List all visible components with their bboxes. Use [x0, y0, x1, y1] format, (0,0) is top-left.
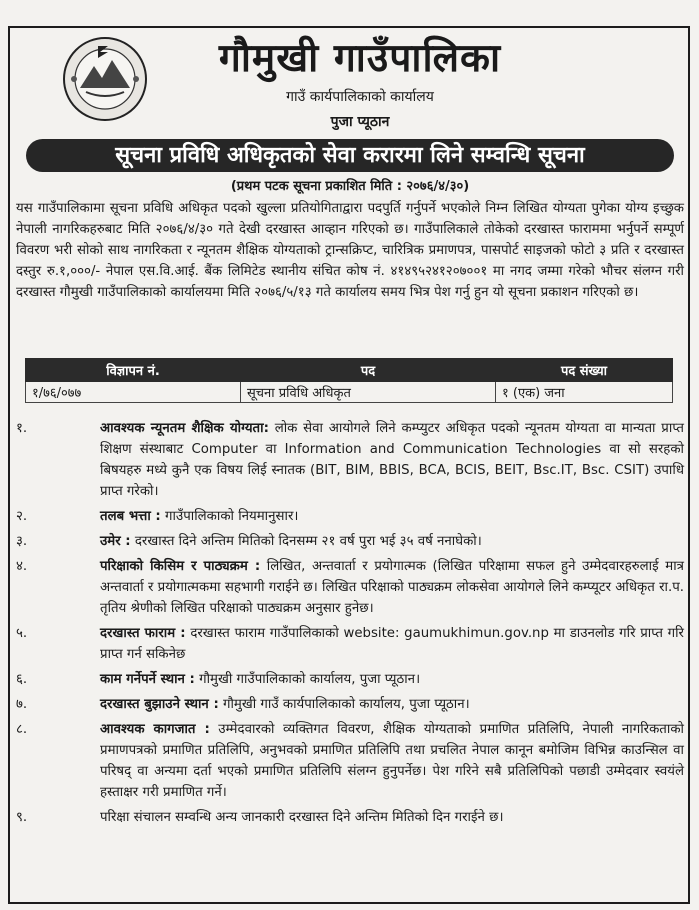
item-number: ७.	[16, 697, 28, 712]
item-label: दरखास्त बुझाउने स्थान :	[100, 697, 219, 712]
item-text: दरखास्त दिने अन्तिम मितिको दिनसम्म २१ वर्ष पुरा भई ३५ वर्ष ननाघेको।	[134, 534, 482, 549]
item-text: उम्मेदवारको व्यक्तिगत विवरण, शैक्षिक योग्यताको प्रमाणित प्रतिलिपि, नेपाली नागरिकताको प्रमाणपत्रको प्रमाणित प्रतिलिपि, अनुभवको प्रमाणित प्रतिलिपि तथा प्रचलित नेपाल कानून बमोजिम विभिन्न काउन्सिल वा परिषद् वा अन्यमा दर्ता भएको प्रमाणित प्रतिलिपि संलग्न हुनुपर्नेछ। पेश गरिने सबै प्रतिलिपिको पछाडी उम्मेदवार स्वयंले हस्ताक्षर गरी प्रमाणित गर्ने।	[100, 722, 684, 800]
list-item	[16, 531, 684, 552]
municipality-emblem-icon	[62, 36, 148, 122]
list-item	[16, 506, 684, 527]
item-text: लिखित, अन्तवार्ता र प्रयोगात्मक (लिखित परिक्षामा सफल हुने उम्मेदवारहरुलाई मात्र अन्तवार्ता र प्रयोगात्मकमा सहभागी गराईने छ। लिखित परिक्षाको पाठ्यक्रम लोकसेवा आयोगले लिने कम्प्यूटर अधिकृत रा.प. तृतिय श्रेणीको लिखित परिक्षाको पाठ्यक्रम अनुसार हुनेछ।	[100, 559, 684, 616]
notice-title-banner: सूचना प्रविधि अधिकृतको सेवा करारमा लिने सम्वन्धि सूचना	[26, 139, 674, 172]
list-item	[16, 623, 684, 665]
item-number: २.	[16, 509, 28, 524]
item-label: आवश्यक न्यूनतम शैक्षिक योग्यता:	[100, 421, 269, 436]
cell-post: सूचना प्रविधि अधिकृत	[241, 382, 496, 403]
intro-paragraph: यस गाउँपालिकामा सूचना प्रविधि अधिकृत पदको खुल्ला प्रतियोगिताद्वारा पदपुर्ति गर्नुपर्ने भएकोले निम्न लिखित योग्यता पुगेका योग्य इच्छुक नेपाली नागरिकहरुबाट मिति २०७६/४/३० गते देखी दरखास्त आव्हान गरिएको छ। गाउँपालिकाले तोकेको दरखास्त फाराममा भर्नुपर्ने सम्पूर्ण विवरण भरी सोको साथ नागरिकता र न्यूनतम शैक्षिक योग्यताको ट्रान्सक्रिप्ट, चारित्रिक प्रमाणपत्र, पासपोर्ट साइजको फोटो ३ प्रति र दरखास्त दस्तुर रु.१,०००/- नेपाल एस.वि.आई. बैंक लिमिटेड स्थानीय संचित कोष नं. ४१४९५२४१२०७००१ मा नगद जम्मा गरेको भौचर संलग्न गरी दरखास्त गौमुखी गाउँपालिकाको कार्यालयमा मिति २०७६/५/१३ गते कार्यालय समय भित्र पेश गर्नु हुन यो सूचना प्रकाशन गरिएको छ।	[16, 201, 684, 300]
item-text: गौमुखी गाउँ कार्यपालिकाको कार्यालय, पुजा प्यूठान।	[223, 697, 470, 712]
item-label: परिक्षाको किसिम र पाठ्यक्रम :	[100, 559, 261, 574]
header-post-count: पद संख्या	[496, 359, 673, 382]
cell-ad-number: १/७६/०७७	[26, 382, 241, 403]
item-number: ३.	[16, 534, 28, 549]
item-text: गौमुखी गाउँपालिकाको कार्यालय, पुजा प्यूठान।	[199, 672, 421, 687]
vacancy-table	[25, 358, 673, 403]
list-item	[16, 719, 684, 803]
cell-post-count: १ (एक) जना	[496, 382, 673, 403]
list-item	[16, 807, 684, 828]
item-text: दरखास्त फाराम गाउँपालिकाको website: gaumukhimun.gov.np मा डाउनलोड गरि प्राप्त गरि प्राप्त गर्न सकिनेछ	[100, 626, 684, 662]
item-label: तलब भत्ता :	[100, 509, 161, 524]
list-item	[16, 694, 684, 715]
table-header-row	[26, 359, 673, 382]
item-label: उमेर :	[100, 534, 131, 549]
item-label: दरखास्त फाराम :	[100, 626, 186, 641]
item-number: ८.	[16, 722, 28, 737]
item-number: ४.	[16, 559, 28, 574]
item-text: लोक सेवा आयोगले लिने कम्प्युटर अधिकृत पदको न्यूनतम योग्यता वा मान्यता प्राप्त शिक्षण संस्थाबाट Computer वा Information and Communication Technologies वा सो सरहको बिषयहरु मध्ये कुनै एक विषय लिई स्नातक (BIT, BIM, BBIS, BCA, BCIS, BEIT, Bsc.IT, Bsc. CSIT) उपाधि प्राप्त गरेको।	[100, 421, 684, 499]
item-text: परिक्षा संचालन सम्वन्धि अन्य जानकारी दरखास्त दिने अन्तिम मितिको दिन गराईने छ।	[100, 810, 504, 825]
item-number: ६.	[16, 672, 28, 687]
item-label: आवश्यक कागजात :	[100, 722, 210, 737]
item-number: १.	[16, 421, 28, 436]
item-number: ५.	[16, 626, 28, 641]
requirements-list	[16, 418, 684, 832]
office-name: गाउँ कार्यपालिकाको कार्यालय	[286, 89, 434, 105]
org-name: गौमुखी गाउँपालिका	[218, 36, 502, 81]
list-item	[16, 556, 684, 619]
list-item	[16, 669, 684, 690]
header-post: पद	[241, 359, 496, 382]
publish-date: (प्रथम पटक सूचना प्रकाशित मिति : २०७६/४/३०)	[230, 179, 470, 194]
list-item	[16, 418, 684, 502]
item-text: गाउँपालिकाको नियमानुसार।	[164, 509, 299, 524]
place-name: पुजा प्यूठान	[330, 114, 390, 130]
item-number: ९.	[16, 810, 28, 825]
item-label: काम गर्नेपर्ने स्थान :	[100, 672, 195, 687]
table-row	[26, 382, 673, 403]
header-ad-number: विज्ञापन नं.	[26, 359, 241, 382]
